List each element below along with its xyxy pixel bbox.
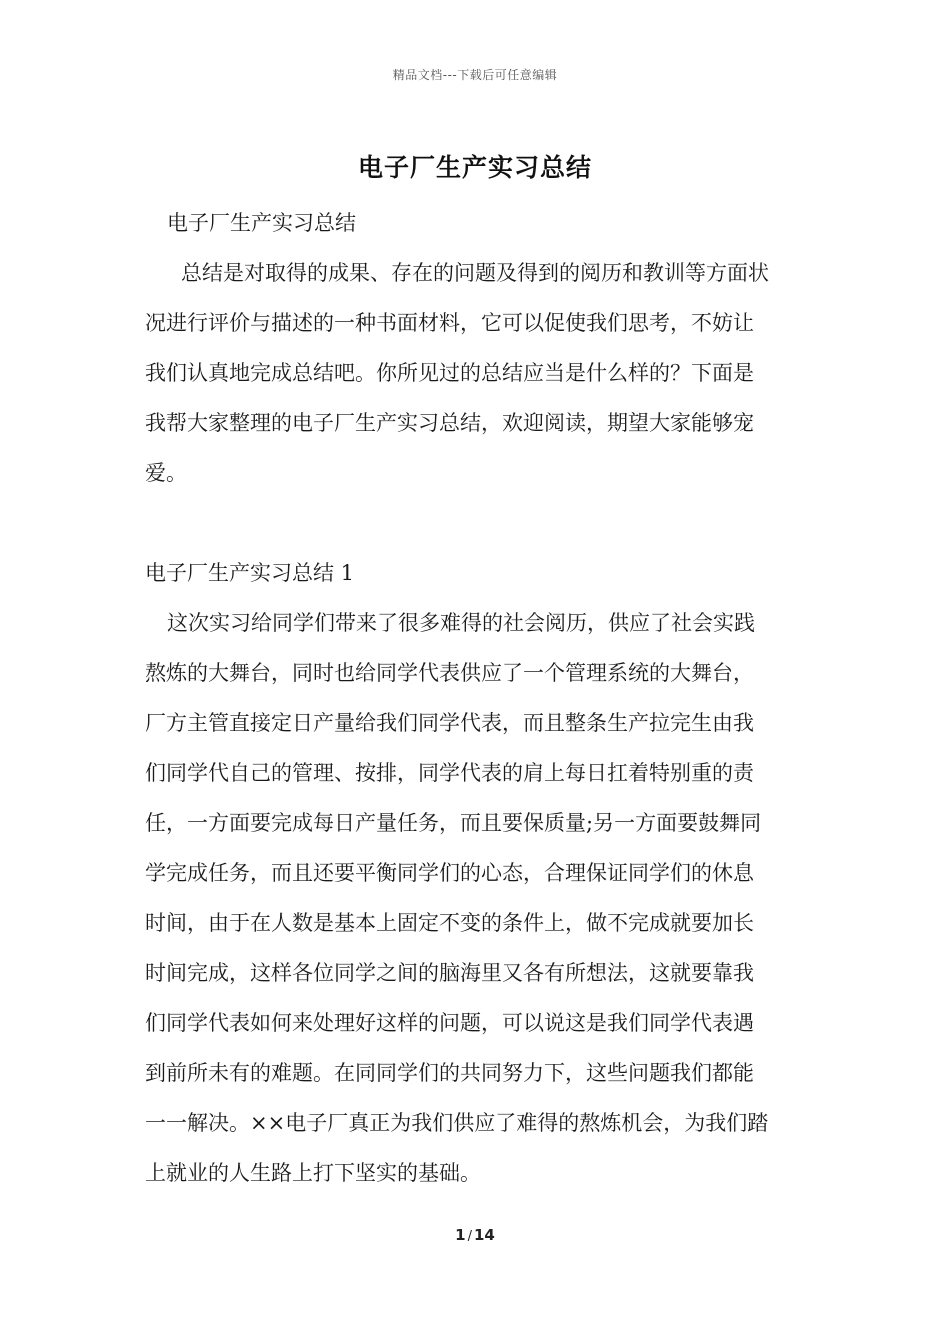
section-line: 学完成任务，而且还要平衡同学们的心态，合理保证同学们的休息	[145, 861, 754, 885]
intro-paragraph	[145, 248, 805, 498]
section-line: 时间，由于在人数是基本上固定不变的条件上，做不完成就要加长	[145, 911, 754, 935]
section-line: 熬炼的大舞台，同时也给同学代表供应了一个管理系统的大舞台，	[145, 661, 754, 685]
page-separator: /	[467, 1229, 472, 1244]
page-header: 精品文档---下载后可任意编辑	[392, 68, 558, 82]
section-line: 时间完成，这样各位同学之间的脑海里又各有所想法，这就要靠我	[145, 961, 754, 985]
intro-line: 况进行评价与描述的一种书面材料，它可以促使我们思考，不妨让	[145, 311, 754, 335]
section-line: 们同学代表如何来处理好这样的问题，可以说这是我们同学代表遇	[145, 1011, 754, 1035]
section-heading: 电子厂生产实习总结 1	[145, 561, 355, 585]
section-line: 一一解决。××电子厂真正为我们供应了难得的熬炼机会，为我们踏	[145, 1111, 769, 1135]
section-line: 厂方主管直接定日产量给我们同学代表，而且整条生产拉完生由我	[145, 711, 754, 735]
section-line: 任，一方面要完成每日产量任务，而且要保质量;另一方面要鼓舞同	[145, 811, 762, 835]
document-title: 电子厂生产实习总结	[357, 153, 592, 182]
section-line: 上就业的人生路上打下坚实的基础。	[145, 1161, 481, 1185]
intro-line: 我们认真地完成总结吧。你所见过的总结应当是什么样的？下面是	[145, 361, 754, 385]
document-body	[145, 198, 805, 1198]
paragraph-gap	[145, 498, 805, 548]
current-page: 1	[455, 1226, 466, 1244]
intro-line: 总结是对取得的成果、存在的问题及得到的阅历和教训等方面状	[181, 261, 769, 285]
section-paragraph	[145, 598, 805, 1198]
intro-line: 爱。	[145, 461, 187, 485]
intro-line: 我帮大家整理的电子厂生产实习总结，欢迎阅读，期望大家能够宠	[145, 411, 754, 435]
document-subtitle: 电子厂生产实习总结	[167, 211, 356, 235]
section-line: 们同学代自己的管理、按排，同学代表的肩上每日扛着特别重的责	[145, 761, 754, 785]
page-number	[0, 1226, 950, 1244]
total-pages: 14	[473, 1226, 495, 1244]
section-line: 到前所未有的难题。在同同学们的共同努力下，这些问题我们都能	[145, 1061, 754, 1085]
section-line: 这次实习给同学们带来了很多难得的社会阅历，供应了社会实践	[167, 611, 755, 635]
